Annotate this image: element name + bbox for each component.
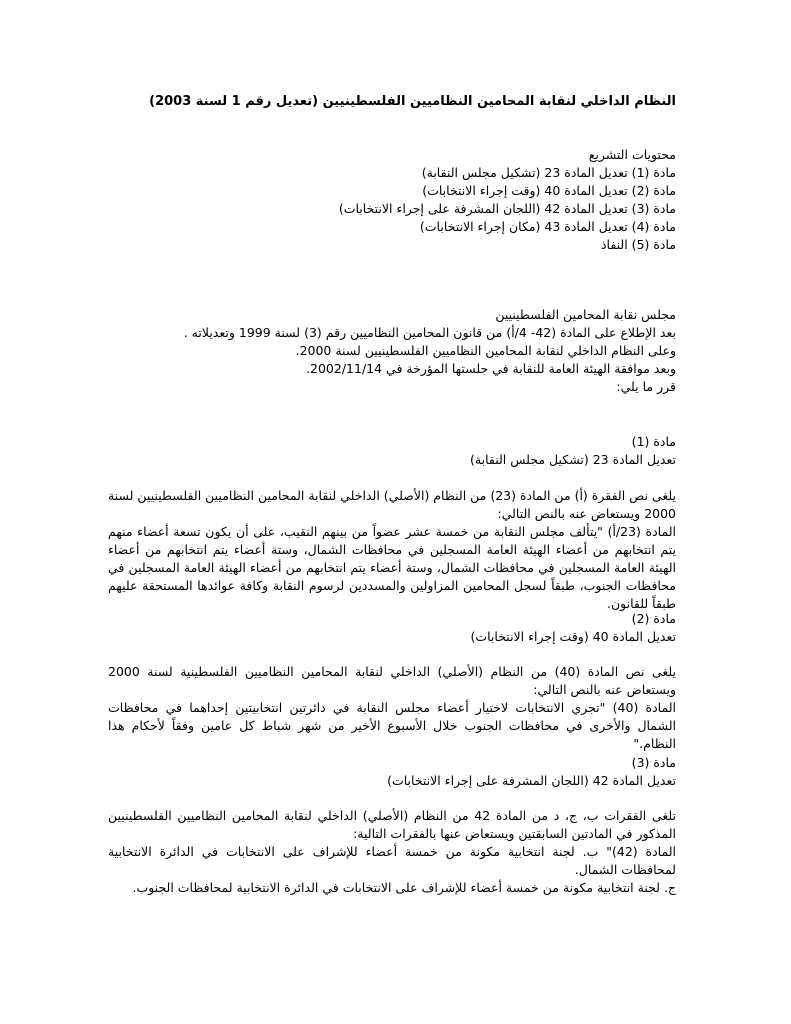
toc-item[interactable]: مادة (4) تعديل المادة 43 (مكان إجراء الانتخابات) [419, 219, 676, 234]
article-paragraph: المادة (42)" ب. لجنة انتخابية مكونة من خمسة أعضاء للإشراف على الانتخابات في الدائرة الانتخابية لمحافظات الشمال. [108, 844, 676, 877]
article-paragraph: يلغى نص الفقرة (أ) من المادة (23) من النظام (الأصلي) الداخلي لنقابة المحامين النظاميين الفلسطينيين لسنة 2000 ويستعاض عنه بالنص التالي: [108, 488, 676, 521]
article-1-body [108, 487, 676, 613]
article-paragraph: المادة (40) "تجري الانتخابات لاختيار أعضاء مجلس النقابة في دائرتين انتخابيتين إحداهما في محافظات الشمال والأخرى في محافظات الجنوب خلال الأسبوع الأخير من شهر شباط كل عامين وفقاً لأحكام هذا النظام." [108, 700, 676, 751]
toc-item[interactable]: مادة (1) تعديل المادة 23 (تشكيل مجلس النقابة) [421, 165, 676, 180]
article-2-body [108, 663, 676, 753]
preamble-line: وبعد موافقة الهيئة العامة للنقابة في جلستها المؤرخة في 2002/11/14. [306, 361, 676, 376]
toc-heading: محتويات التشريع [588, 147, 676, 162]
preamble [108, 306, 676, 396]
preamble-line: بعد الإطلاع على المادة (42- 4/أ) من قانون المحامين النظاميين رقم (3) لسنة 1999 وتعديلاته . [183, 325, 676, 340]
article-3-body [108, 807, 676, 897]
article-3-header [108, 754, 676, 790]
article-number: مادة (3) [631, 755, 676, 770]
article-number: مادة (1) [631, 434, 676, 449]
article-paragraph: المادة (23/أ) "يتألف مجلس النقابة من خمسة عشر عضواً من بينهم النقيب، على أن يكون تسعة أعضاء منهم يتم انتخابهم من أعضاء الهيئة العامة المسجلين في محافظات الشمال، وستة أعضاء يتم انتخابهم من أعضاء الهيئة العامة المسجلين في محافظات الشمال، وستة أعضاء يتم انتخابهم من أعضاء الهيئة العامة المسجلين في محافظات الجنوب، طبقاً لسجل المحامين المزاولين والمسددين لرسوم النقابة وكافة عوائدها المستحقة عليهم طبقاً للقانون. [108, 524, 676, 611]
article-paragraph: يلغى نص المادة (40) من النظام (الأصلي) الداخلي لنقابة المحامين النظاميين الفلسطينية لسنة 2000 ويستعاض عنه بالنص التالي: [108, 664, 676, 697]
article-paragraph: ج. لجنة انتخابية مكونة من خمسة أعضاء للإشراف على الانتخابات في الدائرة الانتخابية لمحافظات الجنوب. [132, 880, 676, 895]
article-2-header [108, 610, 676, 646]
article-subtitle: تعديل المادة 40 (وقت إجراء الانتخابات) [470, 629, 676, 644]
document-title: النظام الداخلي لنقابة المحامين النظاميين الفلسطينيين (تعديل رقم 1 لسنة 2003) [149, 94, 676, 109]
preamble-issuer: مجلس نقابة المحامين الفلسطينيين [495, 307, 676, 322]
toc-item[interactable]: مادة (2) تعديل المادة 40 (وقت إجراء الانتخابات) [422, 183, 676, 198]
article-subtitle: تعديل المادة 23 (تشكيل مجلس النقابة) [470, 452, 676, 467]
toc-item[interactable]: مادة (3) تعديل المادة 42 (اللجان المشرفة على إجراء الانتخابات) [338, 201, 676, 216]
preamble-line: وعلى النظام الداخلي لنقابة المحامين النظاميين الفلسطينيين لسنة 2000. [295, 343, 676, 358]
article-1-header [108, 433, 676, 469]
article-subtitle: تعديل المادة 42 (اللجان المشرفة على إجراء الانتخابات) [387, 773, 676, 788]
article-number: مادة (2) [631, 611, 676, 626]
article-paragraph: تلغى الفقرات ب، ج، د من المادة 42 من النظام (الأصلي) الداخلي لنقابة المحامين النظاميين الفلسطينيين المذكور في المادتين السابقتين ويستعاض عنها بالفقرات التالية: [108, 808, 676, 841]
toc-item[interactable]: مادة (5) النفاذ [600, 237, 676, 252]
preamble-line: قرر ما يلي: [616, 379, 676, 394]
table-of-contents [108, 146, 676, 254]
